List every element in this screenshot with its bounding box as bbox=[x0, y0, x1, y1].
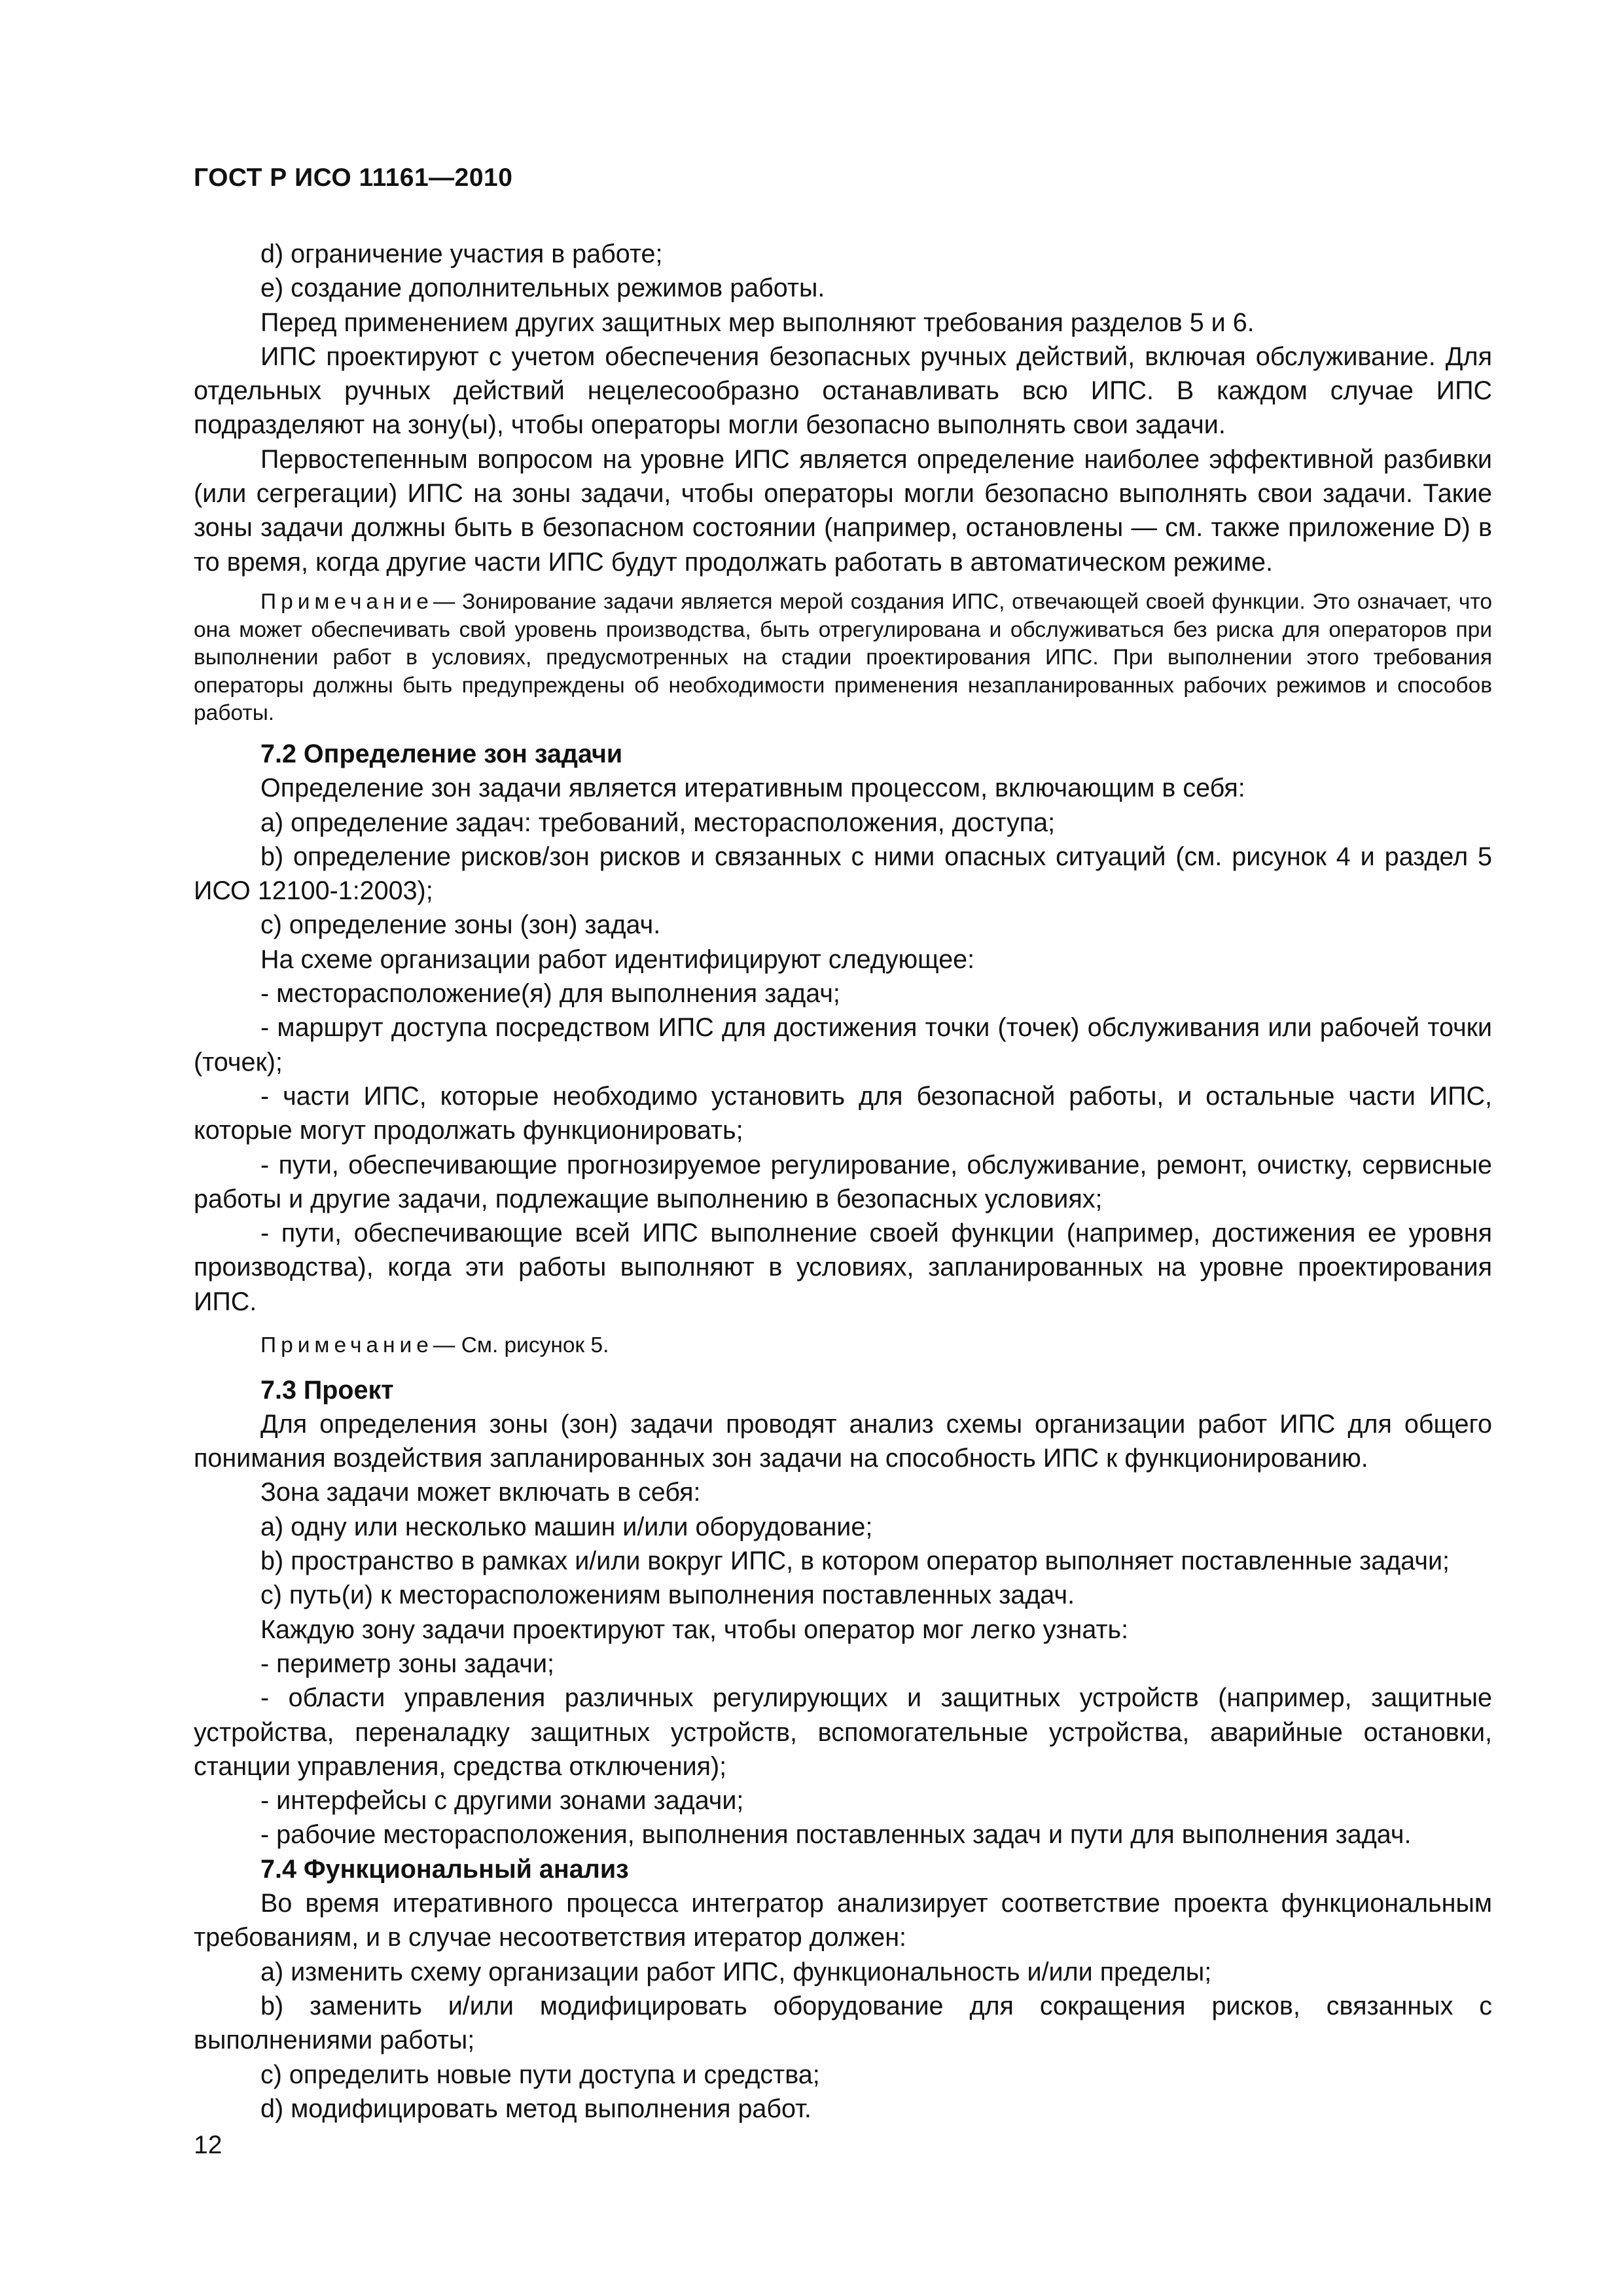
list-item: - части ИПС, которые необходимо установить для безопасной работы, и остальные части ИПС, которые могут продолжать функционировать; bbox=[194, 1081, 1492, 1145]
note-text: — Зонирование задачи является мерой создания ИПС, отвечающей своей функции. Это означает, что она может обеспечивать свой уровень производства, быть отрегулирована и обслуживаться без риска для операторов при выполнении работ в условиях, предусмотренных на стадии проектирования ИПС. При выполнении этого требования операторы должны быть предупреждены об необходимости применения незапланированных рабочих режимов и способов работы. bbox=[194, 589, 1492, 726]
list-item: - маршрут доступа посредством ИПС для достижения точки (точек) обслуживания или рабочей точки (точек); bbox=[194, 1013, 1492, 1077]
list-item: b) пространство в рамках и/или вокруг ИПС, в котором оператор выполняет поставленные задачи; bbox=[260, 1547, 1450, 1576]
list-item: a) одну или несколько машин и/или оборудование; bbox=[260, 1512, 873, 1541]
list-item: b) заменить и/или модифицировать оборудование для сокращения рисков, связанных с выполнениями работы; bbox=[194, 1991, 1492, 2055]
note-text: — См. рисунок 5. bbox=[433, 1333, 609, 1357]
note bbox=[194, 1332, 1492, 1360]
paragraph: Во время итеративного процесса интегратор анализирует соответствие проекта функциональным требованиям, и в случае несоответствия итератор должен: bbox=[194, 1889, 1492, 1952]
list-item: - интерфейсы с другими зонами задачи; bbox=[260, 1786, 744, 1816]
paragraph: Каждую зону задачи проектируют так, чтобы оператор мог легко узнать: bbox=[260, 1615, 1129, 1644]
list-item: - месторасположение(я) для выполнения задач; bbox=[260, 979, 840, 1009]
list-item: c) определить новые пути доступа и средства; bbox=[260, 2060, 820, 2089]
document-body bbox=[194, 237, 1492, 2126]
paragraph: На схеме организации работ идентифицируют следующее: bbox=[260, 944, 975, 974]
note-label: Примечание bbox=[260, 1333, 433, 1357]
list-item: - пути, обеспечивающие всей ИПС выполнение своей функции (например, достижения ее уровня производства), когда эти работы выполняют в условиях, запланированных на уровне проектирования ИПС. bbox=[194, 1219, 1492, 1316]
note bbox=[194, 588, 1492, 728]
section-heading-7-4: 7.4 Функциональный анализ bbox=[260, 1854, 629, 1884]
note-label: Примечание bbox=[260, 589, 433, 614]
list-item: - периметр зоны задачи; bbox=[260, 1649, 555, 1678]
list-item: c) определение зоны (зон) задач. bbox=[260, 910, 661, 940]
list-item: a) определение задач: требований, месторасположения, доступа; bbox=[260, 808, 1056, 837]
list-item: - области управления различных регулирующих и защитных устройств (например, защитные устройства, переналадку защитных устройств, вспомогательные устройства, аварийные остановки, станции управления, средства отключения); bbox=[194, 1683, 1492, 1781]
list-item: d) модифицировать метод выполнения работ. bbox=[260, 2094, 812, 2123]
paragraph: Перед применением других защитных мер выполняют требования разделов 5 и 6. bbox=[260, 308, 1255, 337]
list-item: - рабочие месторасположения, выполнения поставленных задач и пути для выполнения задач. bbox=[260, 1820, 1412, 1850]
list-item: - пути, обеспечивающие прогнозируемое регулирование, обслуживание, ремонт, очистку, сервисные работы и другие задачи, подлежащие выполнению в безопасных условиях; bbox=[194, 1150, 1492, 1213]
list-item-d: d) ограничение участия в работе; bbox=[260, 240, 663, 268]
paragraph: Зона задачи может включать в себя: bbox=[260, 1478, 701, 1507]
paragraph: ИПС проектируют с учетом обеспечения безопасных ручных действий, включая обслуживание. Для отдельных ручных действий нецелесообразно останавливать всю ИПС. В каждом случае ИПС подразделяют на зону(ы), чтобы операторы могли безопасно выполнять свои задачи. bbox=[194, 342, 1492, 440]
list-item: a) изменить схему организации работ ИПС, функциональность и/или пределы; bbox=[260, 1957, 1212, 1986]
paragraph: Для определения зоны (зон) задачи проводят анализ схемы организации работ ИПС для общего понимания воздействия запланированных зон задачи на способность ИПС к функционированию. bbox=[194, 1409, 1492, 1473]
list-item: b) определение рисков/зон рисков и связанных с ними опасных ситуаций (см. рисунок 4 и раздел 5 ИСО 12100-1:2003); bbox=[194, 842, 1492, 906]
paragraph: Первостепенным вопросом на уровне ИПС является определение наиболее эффективной разбивки (или сегрегации) ИПС на зоны задачи, чтобы операторы могли безопасно выполнять свои задачи. Такие зоны задачи должны быть в безопасном состоянии (например, остановлены — см. также приложение D) в то время, когда другие части ИПС будут продолжать работать в автоматическом режиме. bbox=[194, 444, 1492, 577]
page-number: 12 bbox=[194, 2131, 223, 2159]
list-item: c) путь(и) к месторасположениям выполнения поставленных задач. bbox=[260, 1581, 1075, 1610]
document-header: ГОСТ Р ИСО 11161—2010 bbox=[194, 164, 513, 192]
section-heading-7-2: 7.2 Определение зон задачи bbox=[260, 739, 623, 768]
paragraph: Определение зон задачи является итеративным процессом, включающим в себя: bbox=[260, 774, 1245, 803]
section-heading-7-3: 7.3 Проект bbox=[260, 1375, 394, 1405]
list-item-e: e) создание дополнительных режимов работы. bbox=[260, 274, 825, 303]
